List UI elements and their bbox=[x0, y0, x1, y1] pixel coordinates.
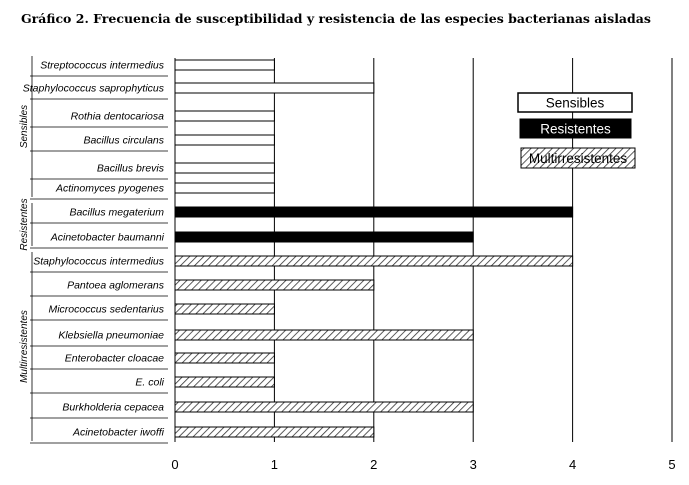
category-label-actinomyces-pyogenes: Actinomyces pyogenes bbox=[56, 182, 164, 195]
bar-pantoea-aglomerans bbox=[175, 280, 374, 290]
category-label-acinetobacter-iwoffi: Acinetobacter iwoffi bbox=[72, 426, 164, 439]
category-label-micrococcus-sedentarius: Micrococcus sedentarius bbox=[48, 303, 164, 316]
bar-actinomyces-pyogenes bbox=[175, 183, 274, 193]
x-tick-label-4: 4 bbox=[568, 457, 577, 472]
bar-enterobacter-cloacae bbox=[175, 353, 274, 363]
bar-e-coli bbox=[175, 377, 274, 387]
bar-rothia-dentocariosa bbox=[175, 111, 274, 121]
bar-bacillus-circulans bbox=[175, 135, 274, 145]
bar-staphylococcus-saprophyticus bbox=[175, 83, 374, 93]
bar-klebsiella-pneumoniae bbox=[175, 330, 473, 340]
bar-micrococcus-sedentarius bbox=[175, 304, 274, 314]
category-label-e-coli: E. coli bbox=[135, 376, 164, 389]
bar-streptococcus-intermedius bbox=[175, 60, 274, 70]
x-tick-label-2: 2 bbox=[370, 457, 378, 472]
category-label-streptococcus-intermedius: Streptococcus intermedius bbox=[40, 59, 164, 72]
category-label-burkholderia-cepacea: Burkholderia cepacea bbox=[62, 401, 164, 414]
bar-bacillus-megaterium bbox=[175, 207, 573, 217]
group-label-sensibles: Sensibles bbox=[19, 104, 30, 149]
legend-label-multirresistentes: Multirresistentes bbox=[528, 151, 628, 166]
bar-bacillus-brevis bbox=[175, 163, 274, 173]
category-label-bacillus-circulans: Bacillus circulans bbox=[83, 134, 164, 147]
x-axis-ticks bbox=[171, 457, 675, 472]
group-label-multirresistentes: Multirresistentes bbox=[19, 310, 30, 383]
x-tick-label-3: 3 bbox=[469, 457, 477, 472]
x-tick-label-1: 1 bbox=[270, 457, 279, 472]
category-label-rothia-dentocariosa: Rothia dentocariosa bbox=[70, 110, 164, 123]
x-tick-label-5: 5 bbox=[668, 457, 676, 472]
category-label-staphylococcus-intermedius: Staphylococcus intermedius bbox=[33, 255, 164, 268]
category-label-bacillus-megaterium: Bacillus megaterium bbox=[69, 206, 164, 219]
category-label-staphylococcus-saprophyticus: Staphylococcus saprophyticus bbox=[22, 82, 164, 95]
category-label-bacillus-brevis: Bacillus brevis bbox=[96, 162, 164, 175]
category-label-pantoea-aglomerans: Pantoea aglomerans bbox=[67, 279, 164, 292]
bar-acinetobacter-baumanni bbox=[175, 232, 473, 242]
group-labels bbox=[19, 56, 32, 441]
x-tick-label-0: 0 bbox=[171, 457, 179, 472]
category-label-acinetobacter-baumanni: Acinetobacter baumanni bbox=[50, 231, 164, 244]
category-labels bbox=[23, 60, 168, 444]
bar-staphylococcus-intermedius bbox=[175, 256, 573, 266]
legend-label-resistentes: Resistentes bbox=[540, 121, 611, 137]
category-label-klebsiella-pneumoniae: Klebsiella pneumoniae bbox=[58, 329, 164, 342]
bar-acinetobacter-iwoffi bbox=[175, 427, 374, 437]
chart-title: Gráfico 2. Frecuencia de susceptibilidad y resistencia de las especies bacterianas aisladas bbox=[21, 11, 651, 26]
group-label-resistentes: Resistentes bbox=[19, 198, 30, 251]
legend bbox=[518, 93, 635, 168]
bar-burkholderia-cepacea bbox=[175, 402, 473, 412]
legend-label-sensibles: Sensibles bbox=[545, 95, 605, 111]
category-label-enterobacter-cloacae: Enterobacter cloacae bbox=[64, 352, 164, 365]
